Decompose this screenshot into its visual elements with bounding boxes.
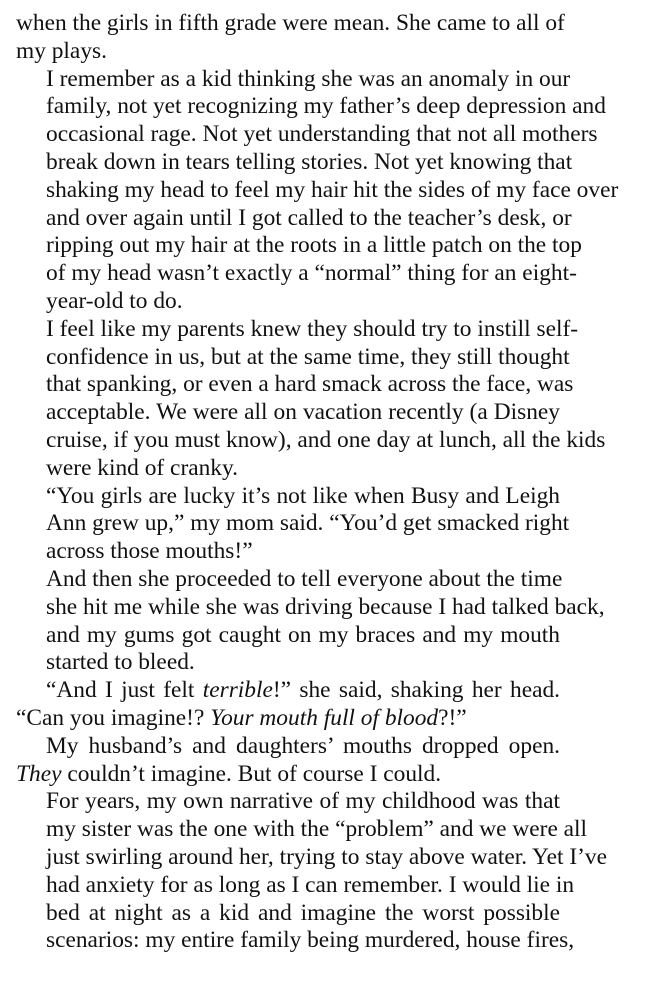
text-run: “And I just felt [46, 677, 203, 704]
italic-run: terrible [202, 677, 273, 704]
text-line: acceptable. We were all on vacation recently (a Disney [46, 399, 560, 426]
text-line: that spanking, or even a hard smack across the face, was [46, 371, 574, 398]
text-run: “Can you imagine!? [16, 704, 211, 731]
text-line: ripping out my hair at the roots in a little patch on the top [46, 232, 582, 259]
text-line: I feel like my parents knew they should try to instill self- [46, 315, 579, 342]
text-line: shaking my head to feel my hair hit the sides of my face over [46, 176, 619, 203]
paragraph-self-confidence [16, 315, 606, 483]
text-run: ?!” [438, 704, 467, 731]
paragraph-anomaly [16, 65, 619, 316]
text-line [16, 677, 560, 705]
text-line: I remember as a kid thinking she was an anomaly in our [46, 65, 571, 92]
text-line: And then she proceeded to tell everyone about the time [46, 565, 563, 592]
text-line: confidence in us, but at the same time, they still thought [46, 343, 570, 370]
text-line: My husband’s and daughters’ mouths dropped open. [46, 732, 560, 759]
paragraph-driving-story [16, 565, 605, 677]
text-line: my sister was the one with the “problem” and we were all [46, 816, 588, 843]
text-line: occasional rage. Not yet understanding that not all mothers [46, 121, 598, 148]
text-line: across those mouths!” [46, 538, 253, 565]
text-line: of my head wasn’t exactly a “normal” thing for an eight- [46, 260, 577, 287]
italic-run: They [16, 760, 62, 787]
text-line: “You girls are lucky it’s not like when Busy and Leigh [46, 482, 560, 509]
text-line: had anxiety for as long as I can remember. I would lie in [46, 871, 575, 898]
text-line [16, 761, 560, 789]
paragraph-continued [16, 10, 565, 66]
text-run: !” she said, shaking her head. [272, 677, 561, 704]
text-line: were kind of cranky. [46, 454, 239, 481]
text-line: bed at night as a kid and imagine the worst possible [46, 899, 560, 926]
text-line [16, 705, 560, 733]
italic-run: Your mouth full of blood [210, 704, 439, 731]
text-line: and over again until I got called to the teacher’s desk, or [46, 204, 572, 231]
text-line: scenarios: my entire family being murdered, house fires, [46, 927, 575, 954]
text-line: cruise, if you must know), and one day at lunch, all the kids [46, 426, 606, 453]
text-line: year-old to do. [46, 287, 183, 314]
text-line: just swirling around her, trying to stay above water. Yet I’ve [46, 843, 607, 870]
text-line: break down in tears telling stories. Not yet knowing that [46, 148, 573, 175]
text-line: family, not yet recognizing my father’s deep depression and [46, 93, 606, 120]
text-line: she hit me while she was driving because I had talked back, [46, 593, 605, 620]
paragraph-terrible [16, 677, 560, 733]
paragraph-mom-quote [16, 482, 570, 566]
text-line: and my gums got caught on my braces and my mouth [46, 621, 560, 648]
text-line: For years, my own narrative of my childhood was that [46, 788, 560, 815]
text-line: when the girls in fifth grade were mean. She came to all of [16, 10, 565, 36]
text-line: started to bleed. [46, 649, 195, 676]
text-line: Ann grew up,” my mom said. “You’d get smacked right [46, 510, 570, 537]
text-run: couldn’t imagine. But of course I could. [61, 760, 442, 787]
paragraph-mouths-dropped [16, 733, 560, 789]
paragraph-narrative [16, 788, 607, 955]
text-line: my plays. [16, 37, 107, 64]
